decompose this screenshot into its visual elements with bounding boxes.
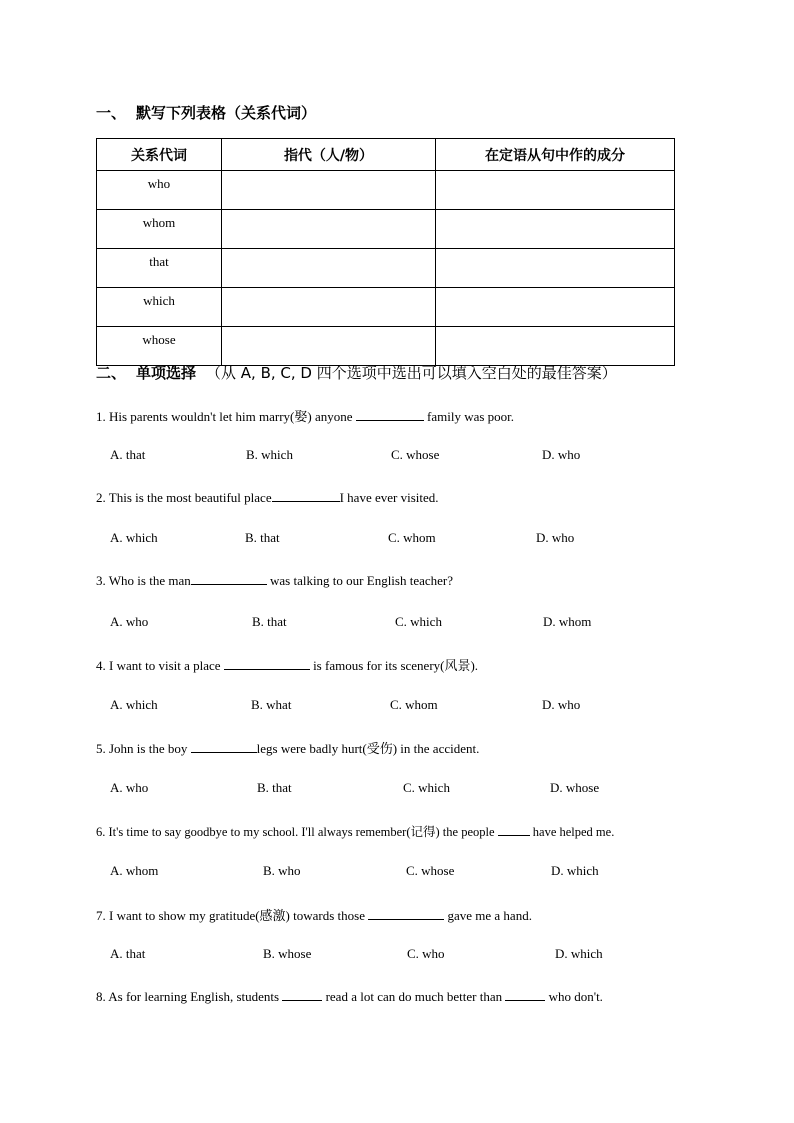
option-a[interactable]: A. who bbox=[110, 780, 149, 795]
option-b[interactable]: B. whose bbox=[263, 946, 312, 961]
pronoun-cell: that bbox=[97, 249, 222, 288]
header-relative-pronoun: 关系代词 bbox=[97, 139, 222, 171]
table-row bbox=[97, 210, 675, 249]
answer-blank[interactable] bbox=[191, 740, 257, 753]
option-a[interactable]: A. which bbox=[110, 697, 158, 712]
answer-blank[interactable] bbox=[191, 572, 267, 585]
question-text-end: family was poor. bbox=[427, 409, 515, 424]
option-d[interactable]: D. whose bbox=[550, 780, 600, 795]
question-text: 5. John is the boy bbox=[96, 741, 188, 756]
option-b[interactable]: B. that bbox=[252, 614, 287, 629]
option-b[interactable]: B. which bbox=[246, 447, 293, 462]
table-row bbox=[97, 249, 675, 288]
question-text-end: gave me a hand. bbox=[447, 908, 532, 923]
option-b[interactable]: B. that bbox=[257, 780, 292, 795]
question-text-end: have helped me. bbox=[532, 825, 615, 839]
reference-answer-cell[interactable] bbox=[222, 171, 436, 210]
option-d[interactable]: D. who bbox=[542, 447, 581, 462]
reference-answer-cell[interactable] bbox=[222, 327, 436, 366]
option-d[interactable]: D. which bbox=[551, 863, 599, 878]
question-5 bbox=[96, 738, 479, 757]
answer-blank[interactable] bbox=[505, 988, 545, 1001]
pronoun-cell: who bbox=[97, 171, 222, 210]
section-2-number: 二、 bbox=[96, 364, 127, 382]
answer-blank[interactable] bbox=[498, 823, 530, 836]
question-7 bbox=[96, 905, 532, 924]
option-d[interactable]: D. which bbox=[555, 946, 603, 961]
question-text-end: who don't. bbox=[548, 989, 603, 1004]
reference-answer-cell[interactable] bbox=[222, 288, 436, 327]
question-text-end: I have ever visited. bbox=[339, 490, 439, 505]
option-b[interactable]: B. that bbox=[245, 530, 280, 545]
table-row bbox=[97, 327, 675, 366]
header-reference: 指代（人/物） bbox=[222, 139, 436, 171]
pronoun-cell: whose bbox=[97, 327, 222, 366]
option-a[interactable]: A. which bbox=[110, 530, 158, 545]
question-text: 3. Who is the man bbox=[96, 573, 191, 588]
answer-blank[interactable] bbox=[282, 988, 322, 1001]
option-a[interactable]: A. who bbox=[110, 614, 149, 629]
question-text: 2. This is the most beautiful place bbox=[96, 490, 272, 505]
question-text: 8. As for learning English, students bbox=[96, 989, 280, 1004]
question-text-end: was talking to our English teacher? bbox=[269, 573, 454, 588]
section-1-title: 默写下列表格（关系代词） bbox=[136, 104, 317, 122]
answer-blank[interactable] bbox=[224, 657, 310, 670]
answer-blank[interactable] bbox=[368, 907, 444, 920]
table-header-row bbox=[97, 139, 675, 171]
question-2 bbox=[96, 489, 439, 506]
section-2-title: 单项选择 bbox=[136, 364, 197, 382]
question-text: 6. It's time to say goodbye to my school. I'll always remember(记得) the people bbox=[96, 825, 495, 839]
question-8 bbox=[96, 988, 603, 1005]
table-row bbox=[97, 288, 675, 327]
role-answer-cell[interactable] bbox=[436, 171, 675, 210]
relative-pronoun-table bbox=[96, 138, 675, 366]
option-a[interactable]: A. that bbox=[110, 447, 146, 462]
option-c[interactable]: C. whom bbox=[390, 697, 438, 712]
header-clause-role: 在定语从句中作的成分 bbox=[436, 139, 675, 171]
option-d[interactable]: D. who bbox=[536, 530, 575, 545]
option-c[interactable]: C. who bbox=[407, 946, 445, 961]
option-d[interactable]: D. whom bbox=[543, 614, 592, 629]
question-1 bbox=[96, 406, 514, 425]
option-c[interactable]: C. whom bbox=[388, 530, 436, 545]
role-answer-cell[interactable] bbox=[436, 210, 675, 249]
option-c[interactable]: C. which bbox=[403, 780, 450, 795]
question-text-end: is famous for its scenery(风景). bbox=[313, 658, 479, 673]
option-d[interactable]: D. who bbox=[542, 697, 581, 712]
question-text: 1. His parents wouldn't let him marry(娶) anyone bbox=[96, 409, 353, 424]
section-2-heading bbox=[96, 362, 617, 383]
question-6 bbox=[96, 822, 614, 840]
pronoun-cell: which bbox=[97, 288, 222, 327]
question-text: 4. I want to visit a place bbox=[96, 658, 221, 673]
section-2-instructions: （从 A, B, C, D 四个选项中选出可以填入空白处的最佳答案） bbox=[206, 364, 617, 382]
question-4 bbox=[96, 655, 478, 674]
answer-blank[interactable] bbox=[272, 489, 340, 502]
question-text-middle: read a lot can do much better than bbox=[325, 989, 503, 1004]
option-b[interactable]: B. who bbox=[263, 863, 301, 878]
answer-blank[interactable] bbox=[356, 408, 424, 421]
role-answer-cell[interactable] bbox=[436, 288, 675, 327]
table-row bbox=[97, 171, 675, 210]
option-b[interactable]: B. what bbox=[251, 697, 292, 712]
section-1-number: 一、 bbox=[96, 104, 127, 122]
role-answer-cell[interactable] bbox=[436, 327, 675, 366]
option-c[interactable]: C. whose bbox=[391, 447, 440, 462]
option-a[interactable]: A. that bbox=[110, 946, 146, 961]
question-3 bbox=[96, 572, 453, 589]
option-c[interactable]: C. which bbox=[395, 614, 442, 629]
reference-answer-cell[interactable] bbox=[222, 249, 436, 288]
question-text-end: legs were badly hurt(受伤) in the accident. bbox=[256, 741, 480, 756]
question-text: 7. I want to show my gratitude(感激) towards those bbox=[96, 908, 365, 923]
reference-answer-cell[interactable] bbox=[222, 210, 436, 249]
pronoun-cell: whom bbox=[97, 210, 222, 249]
role-answer-cell[interactable] bbox=[436, 249, 675, 288]
option-a[interactable]: A. whom bbox=[110, 863, 159, 878]
option-c[interactable]: C. whose bbox=[406, 863, 455, 878]
section-1-heading bbox=[96, 102, 316, 123]
